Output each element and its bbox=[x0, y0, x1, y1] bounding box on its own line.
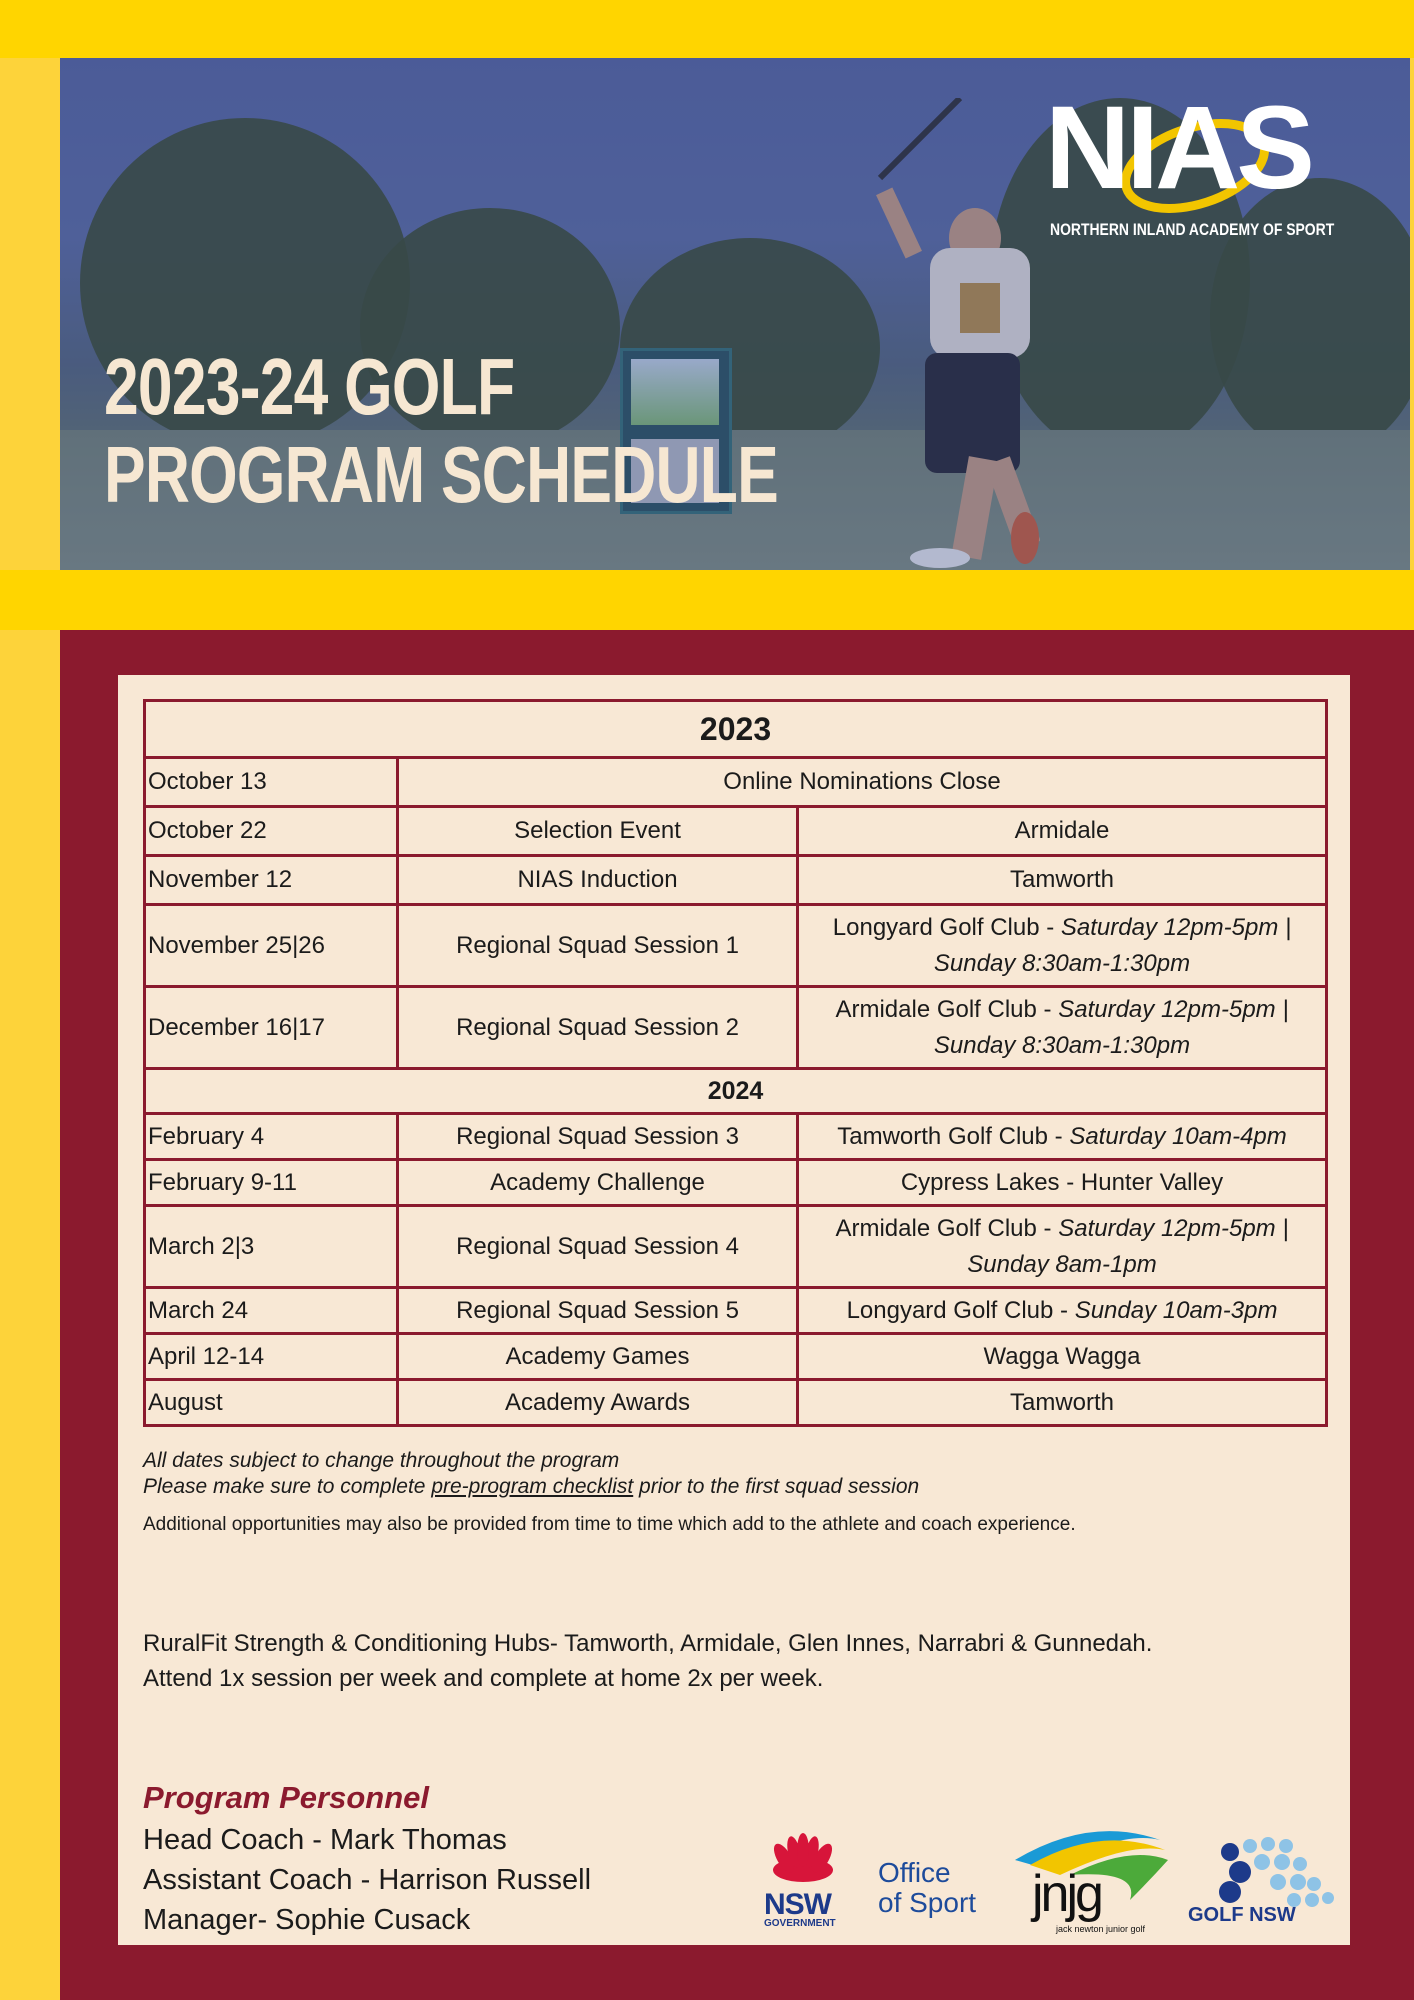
row-date: November 25|26 bbox=[145, 905, 398, 987]
row-venue: Tamworth Golf Club - bbox=[837, 1122, 1070, 1150]
ruralfit-hubs: RuralFit Strength & Conditioning Hubs- Tamworth, Armidale, Glen Innes, Narrabri & Gunnedah. bbox=[143, 1630, 1153, 1657]
dates-disclaimer: All dates subject to change throughout the program bbox=[143, 1449, 620, 1472]
row-event: NIAS Induction bbox=[398, 856, 798, 905]
checklist-note bbox=[143, 1474, 1325, 1500]
year-row-2023 bbox=[145, 701, 1327, 758]
checklist-note-post: prior to the first squad session bbox=[633, 1475, 920, 1498]
row-location bbox=[798, 1114, 1327, 1160]
row-location bbox=[798, 1206, 1327, 1288]
schedule-row bbox=[145, 856, 1327, 905]
year-heading: 2024 bbox=[145, 1069, 1327, 1114]
row-location bbox=[798, 1380, 1327, 1426]
row-time: Sunday 10am-3pm bbox=[1074, 1296, 1278, 1324]
row-date: March 2|3 bbox=[145, 1206, 398, 1288]
row-venue: Longyard Golf Club - bbox=[846, 1296, 1075, 1324]
schedule-table bbox=[143, 699, 1328, 1427]
row-date: August bbox=[145, 1380, 398, 1426]
notes bbox=[143, 1448, 1325, 1536]
checklist-note-pre: Please make sure to complete bbox=[143, 1475, 432, 1498]
row-date: October 22 bbox=[145, 807, 398, 856]
row-time: Saturday 12pm-5pm | Sunday 8am-1pm bbox=[967, 1214, 1289, 1278]
row-time: Saturday 10am-4pm bbox=[1069, 1122, 1287, 1150]
schedule-row bbox=[145, 905, 1327, 987]
nias-logo bbox=[1045, 82, 1355, 248]
row-event: Regional Squad Session 2 bbox=[398, 987, 798, 1069]
row-time: Saturday 12pm-5pm | Sunday 8:30am-1:30pm bbox=[933, 995, 1289, 1059]
schedule-row bbox=[145, 1334, 1327, 1380]
hero-banner bbox=[60, 58, 1410, 570]
waratah-icon bbox=[764, 1832, 842, 1892]
year-heading: 2023 bbox=[145, 701, 1327, 758]
schedule-row bbox=[145, 1160, 1327, 1206]
additional-opportunities: Additional opportunities may also be provided from time to time which add to the athlete and coach experience. bbox=[143, 1514, 1076, 1535]
middle-yellow-band bbox=[0, 570, 1414, 630]
row-date: March 24 bbox=[145, 1288, 398, 1334]
row-location bbox=[798, 987, 1327, 1069]
row-event: Selection Event bbox=[398, 807, 798, 856]
row-event: Online Nominations Close bbox=[398, 758, 1327, 807]
title-line-2: PROGRAM SCHEDULE bbox=[104, 430, 778, 519]
row-event: Academy Games bbox=[398, 1334, 798, 1380]
assistant-coach: Assistant Coach - Harrison Russell bbox=[143, 1864, 592, 1896]
row-event: Academy Challenge bbox=[398, 1160, 798, 1206]
row-venue: Armidale Golf Club - bbox=[835, 995, 1059, 1023]
row-location bbox=[798, 1160, 1327, 1206]
top-yellow-band bbox=[0, 0, 1414, 58]
row-event: Regional Squad Session 3 bbox=[398, 1114, 798, 1160]
row-venue: Tamworth bbox=[1010, 866, 1115, 893]
schedule-row bbox=[145, 1206, 1327, 1288]
nsw-logo-text: NSW bbox=[764, 1888, 831, 1921]
page-title bbox=[104, 343, 778, 519]
pre-program-checklist-link[interactable]: pre-program checklist bbox=[431, 1475, 634, 1498]
sponsor-logos bbox=[760, 1820, 1360, 1940]
schedule-row bbox=[145, 758, 1327, 807]
row-event: Regional Squad Session 5 bbox=[398, 1288, 798, 1334]
personnel-list bbox=[143, 1820, 591, 1940]
title-line-1: 2023-24 GOLF bbox=[104, 342, 515, 431]
row-date: November 12 bbox=[145, 856, 398, 905]
schedule-row bbox=[145, 807, 1327, 856]
left-yellow-strip bbox=[0, 58, 60, 2000]
ruralfit-info bbox=[143, 1626, 1333, 1696]
row-venue: Wagga Wagga bbox=[983, 1342, 1141, 1370]
personnel-title: Program Personnel bbox=[143, 1780, 429, 1815]
row-date: October 13 bbox=[145, 758, 398, 807]
row-venue: Armidale bbox=[1014, 817, 1110, 844]
jnjg-subtitle: jack newton junior golf bbox=[1056, 1924, 1146, 1934]
office-of-sport-line1: Office bbox=[878, 1857, 951, 1888]
row-location bbox=[798, 1334, 1327, 1380]
row-time: Saturday 12pm-5pm | Sunday 8:30am-1:30pm bbox=[933, 913, 1292, 977]
row-venue: Armidale Golf Club - bbox=[835, 1214, 1059, 1242]
logo-subtitle: NORTHERN INLAND ACADEMY OF SPORT bbox=[1050, 220, 1335, 239]
year-row-2024 bbox=[145, 1069, 1327, 1114]
schedule-row bbox=[145, 1114, 1327, 1160]
ruralfit-frequency: Attend 1x session per week and complete at home 2x per week. bbox=[143, 1665, 824, 1692]
nsw-government-text: GOVERNMENT bbox=[764, 1918, 836, 1929]
schedule-row bbox=[145, 987, 1327, 1069]
row-event: Regional Squad Session 4 bbox=[398, 1206, 798, 1288]
row-location bbox=[798, 856, 1327, 905]
row-event: Regional Squad Session 1 bbox=[398, 905, 798, 987]
head-coach: Head Coach - Mark Thomas bbox=[143, 1824, 507, 1856]
golf-nsw-wordmark: GOLF NSW bbox=[1188, 1904, 1296, 1926]
row-date: April 12-14 bbox=[145, 1334, 398, 1380]
office-of-sport-line2: of Sport bbox=[878, 1887, 977, 1918]
row-event: Academy Awards bbox=[398, 1380, 798, 1426]
row-location bbox=[798, 1288, 1327, 1334]
row-date: February 4 bbox=[145, 1114, 398, 1160]
jnjg-wordmark: jnjg bbox=[1032, 1865, 1101, 1923]
logo-wordmark: NIAS bbox=[1045, 82, 1311, 214]
schedule-row bbox=[145, 1380, 1327, 1426]
row-venue: Cypress Lakes - Hunter Valley bbox=[900, 1168, 1224, 1196]
row-date: February 9-11 bbox=[145, 1160, 398, 1206]
row-location bbox=[798, 905, 1327, 987]
row-date: December 16|17 bbox=[145, 987, 398, 1069]
manager: Manager- Sophie Cusack bbox=[143, 1904, 471, 1936]
row-venue: Longyard Golf Club - bbox=[832, 913, 1061, 941]
office-of-sport-logo bbox=[878, 1858, 976, 1918]
schedule-body bbox=[145, 701, 1327, 1426]
row-venue: Tamworth bbox=[1010, 1388, 1115, 1416]
schedule-row bbox=[145, 1288, 1327, 1334]
row-location bbox=[798, 807, 1327, 856]
